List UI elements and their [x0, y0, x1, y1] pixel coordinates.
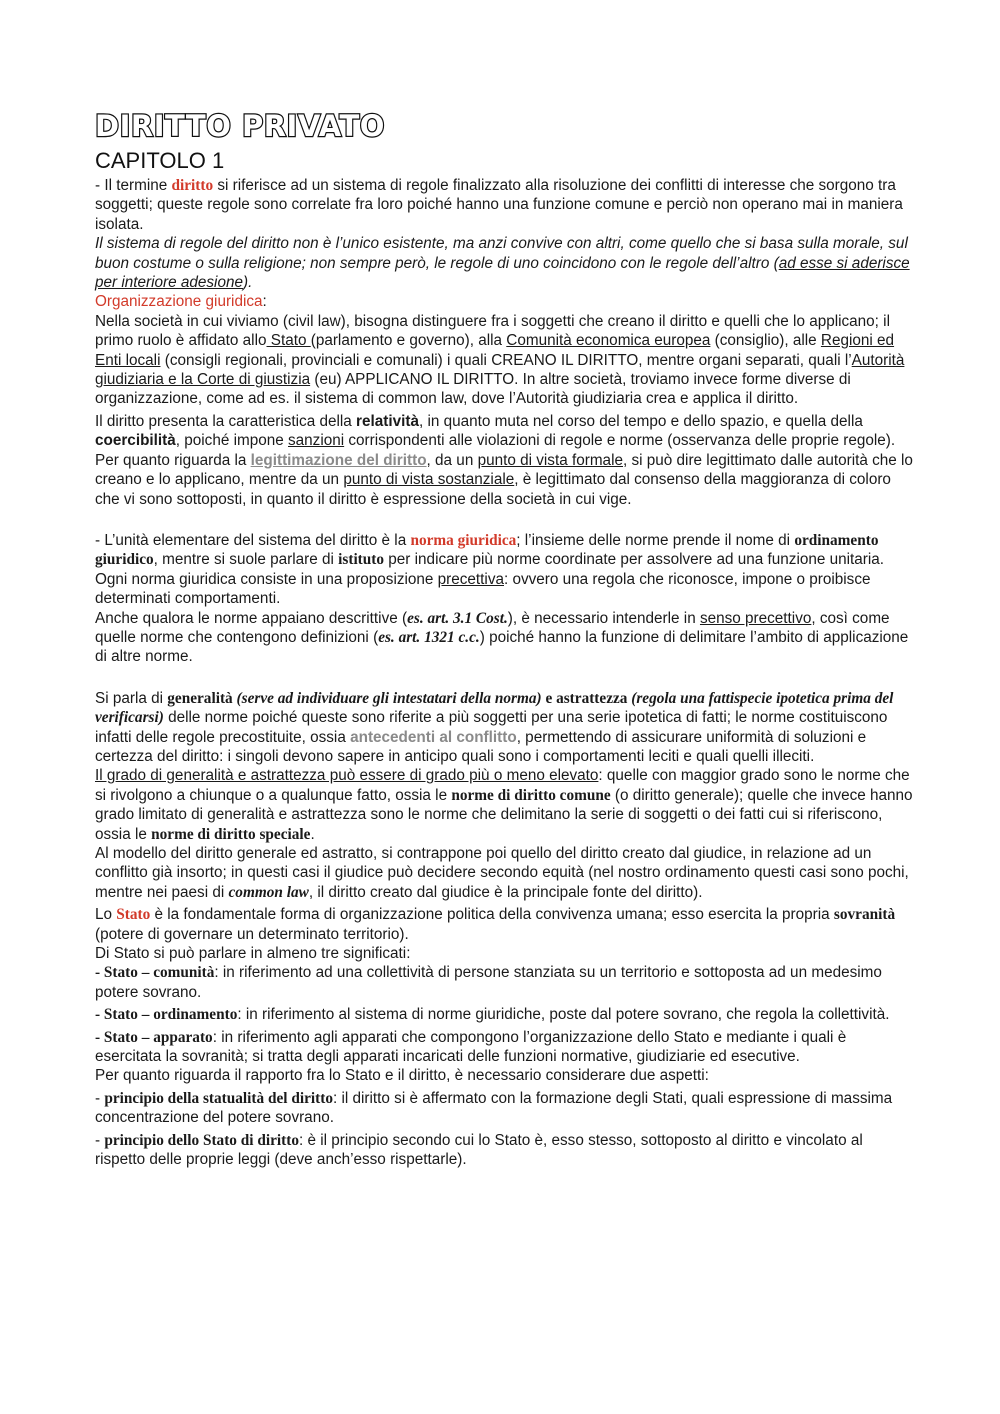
- list-item-stato-ordinamento: - Stato – ordinamento: in riferimento al sistema di norme giuridiche, poste dal potere sovrano, che regola la collettività.: [95, 1006, 890, 1024]
- paragraph-other-systems: Il sistema di regole del diritto non è l’unico esistente, ma anzi convive con altri, come quello che si basa sulla morale, sul buon costume o sulla religione; non sempre però, le regole di uno coincidono con le regole dell’altro (ad esse si aderisce per interiore adesione).: [95, 235, 910, 292]
- paragraph-generalita: Si parla di generalità (serve ad individuare gli intestatari della norma) e astrattezza (regola una fattispecie ipotetica prima del verificarsi) delle norme poiché queste sono riferite a più soggetti per una serie ipotetica di fatti; le norme costituiscono infatti delle regole precostituite, ossia antecedenti al conflitto, permettendo di assicurare uniformità di soluzioni e certezza del diritto: i singoli devono sapere in anticipo quali sono i comportamenti leciti e quali quelli illeciti.: [95, 689, 894, 765]
- paragraph-norme-descrittive: Anche qualora le norme appaiano descrittive (es. art. 3.1 Cost.), è necessario intenderle in senso precettivo, così come quelle norme che contengono definizioni (es. art. 1321 c.c.) poiché hanno la funzione di delimitare l’ambito di applicazione di altre norme.: [95, 609, 909, 666]
- chapter-heading: CAPITOLO 1: [95, 148, 225, 173]
- list-item-principio-stato-diritto: - principio dello Stato di diritto: è il principio secondo cui lo Stato è, esso stesso, sottoposto al diritto e vincolato al rispetto delle proprie leggi (deve anch’esso rispettarle).: [95, 1131, 863, 1169]
- paragraph-significati: Di Stato si può parlare in almeno tre significati:: [95, 945, 411, 963]
- section-heading-organizzazione: Organizzazione giuridica:: [95, 293, 267, 311]
- list-item-stato-comunita: - Stato – comunità: in riferimento ad una collettività di persone stanziata su un territorio e sottoposta ad un medesimo potere sovrano.: [95, 964, 882, 1001]
- paragraph-diritto-giudice: Al modello del diritto generale ed astratto, si contrappone poi quello del diritto creato dal giudice, in relazione ad un conflitto già insorto; in questi casi il giudice può decidere secondo equità (nel nostro ordinamento questi casi sono pochi, mentre nei paesi di common law, il diritto creato dal giudice è la principale fonte del diritto).: [95, 845, 909, 901]
- paragraph-rapporto: Per quanto riguarda il rapporto fra lo Stato e il diritto, è necessario considerare due aspetti:: [95, 1067, 709, 1085]
- paragraph-stato: Lo Stato è la fondamentale forma di organizzazione politica della convivenza umana; esso esercita la propria sovranità (potere di governare un determinato territorio).: [95, 906, 896, 943]
- paragraph-organizzazione: Nella società in cui viviamo (civil law), bisogna distinguere fra i soggetti che creano il diritto e quelli che lo applicano; il primo ruolo è affidato allo Stato (parlamento e governo), alla Comunità economica europea (consiglio), alle Regioni ed Enti locali (consigli regionali, provinciali e comunali) i quali CREANO IL DIRITTO, mentre organi separati, quali l’Autorità giudiziaria e la Corte di giustizia (eu) APPLICANO IL DIRITTO. In altre società, troviamo invece forme diverse di organizzazione, come ad es. il sistema di common law, dove l’Autorità giudiziaria crea e applica il diritto.: [95, 312, 905, 408]
- paragraph-definition: - Il termine diritto si riferisce ad un sistema di regole finalizzato alla risoluzione dei conflitti di interesse che sorgono tra soggetti; queste regole sono correlate fra loro poiché hanno una funzione comune e perciò non operano mai in maniera isolata.: [95, 177, 903, 233]
- paragraph-relativita: Il diritto presenta la caratteristica della relatività, in quanto muta nel corso del tempo e dello spazio, e quella della coercibilità, poiché impone sanzioni corrispondenti alle violazioni di regole e norme (osservanza delle proprie regole). Per quanto riguarda la legittimazione del diritto, da un punto di vista formale, si può dire legittimato dalle autorità che lo creano e lo applicano, mentre da un punto di vista sostanziale, è legittimato dal consenso della maggioranza di coloro che vi sono sottoposti, in quanto il diritto è espressione della società in cui vige.: [95, 412, 913, 508]
- list-item-principio-statualita: - principio della statualità del diritto: il diritto si è affermato con la formazione degli Stati, quali espressione di massima concentrazione del potere sovrano.: [95, 1089, 893, 1127]
- term-diritto: diritto: [171, 177, 214, 194]
- paragraph-grado: Il grado di generalità e astrattezza può essere di grado più o meno elevato: quelle con maggior grado sono le norme che si rivolgono a chiunque o a qualunque fatto, ossia le norme di diritto comune (o diritto generale); quelle che invece hanno grado limitato di generalità e astrattezza sono le norme che delimitano la serie di soggetti o dei fatti cui si riferiscono, ossia le norme di diritto speciale.: [95, 767, 913, 843]
- list-item-stato-apparato: - Stato – apparato: in riferimento agli apparati che compongono l’organizzazione dello Stato e mediante i quali è esercitata la sovranità; si tratta degli apparati incaricati delle funzioni normative, giudiziarie ed esecutive.: [95, 1028, 847, 1066]
- document-page: [95, 108, 915, 1170]
- document-title: DIRITTO PRIVATO: [95, 109, 385, 143]
- paragraph-norma-giuridica: - L’unità elementare del sistema del diritto è la norma giuridica; l’insieme delle norme prende il nome di ordinamento giuridico, mentre si suole parlare di istituto per indicare più norme coordinate per assolvere ad una funzione unitaria. Ogni norma giuridica consiste in una proposizione precettiva: ovvero una regola che riconosce, impone o proibisce determinati comportamenti.: [95, 531, 885, 608]
